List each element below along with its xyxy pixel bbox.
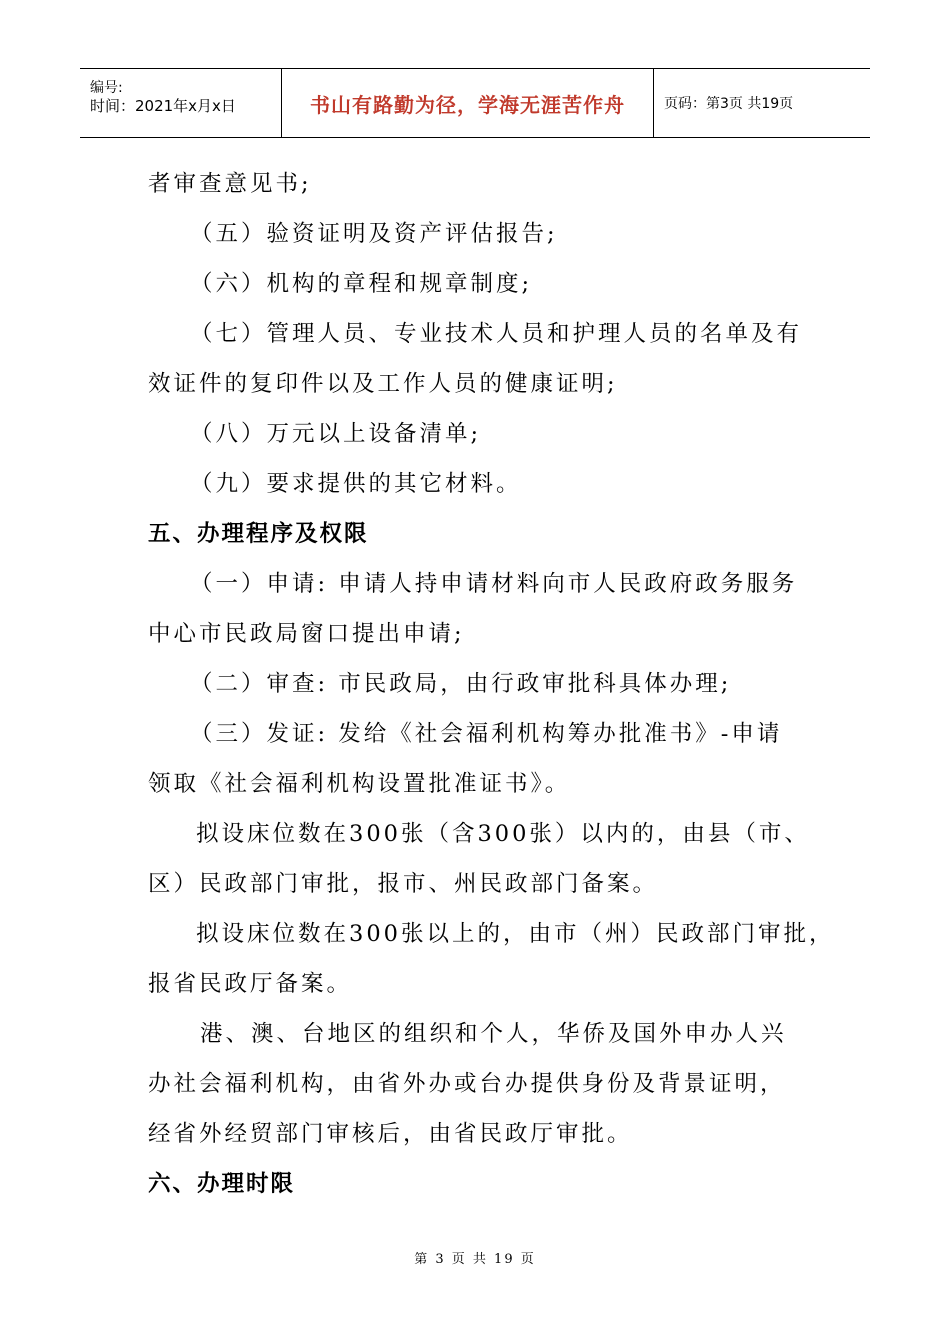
list-item: （八）万元以上设备清单; (190, 421, 482, 447)
list-item: （九）要求提供的其它材料。 (190, 471, 522, 497)
paragraph-line: 拟设床位数在300张以上的，由市（州）民政部门审批， (196, 921, 835, 947)
list-item: （五）验资证明及资产评估报告; (190, 221, 558, 247)
body-line: 领取《社会福利机构设置批准证书》。 (148, 771, 571, 797)
document-time-label: 时间：2021年x月x日 (90, 97, 236, 115)
page-footer: 第 3 页 共 19 页 (414, 1252, 536, 1267)
document-number-label: 编号: (90, 80, 123, 96)
list-item: （六）机构的章程和规章制度; (190, 271, 533, 297)
body-line: 中心市民政局窗口提出申请; (148, 621, 465, 647)
list-item: （七）管理人员、专业技术人员和护理人员的名单及有 (190, 321, 803, 347)
body-line: 区）民政部门审批，报市、州民政部门备案。 (148, 871, 659, 897)
body-line: 办社会福利机构，由省外办或台办提供身份及背景证明， (148, 1071, 786, 1097)
body-line: 报省民政厅备案。 (148, 971, 353, 997)
header-motto-cell (282, 69, 654, 137)
section-heading: 六、办理时限 (148, 1171, 296, 1197)
body-line: 效证件的复印件以及工作人员的健康证明; (148, 371, 618, 397)
section-heading: 五、办理程序及权限 (148, 521, 369, 547)
header-page-cell (654, 69, 870, 137)
page-header (80, 68, 870, 138)
body-line: 者审查意见书; (148, 171, 312, 197)
list-item: （三）发证: 发给《社会福利机构筹办批准书》-申请 (190, 721, 783, 747)
header-info-cell (80, 69, 282, 137)
paragraph-line: 拟设床位数在300张（含300张）以内的，由县（市、 (196, 821, 810, 847)
header-page-info: 页码：第3页 共19页 (664, 96, 794, 112)
body-line: 经省外经贸部门审核后，由省民政厅审批。 (148, 1121, 633, 1147)
header-motto: 书山有路勤为径，学海无涯苦作舟 (310, 92, 625, 117)
list-item: （二）审查: 市民政局，由行政审批科具体办理; (190, 671, 732, 697)
paragraph-line: 港、澳、台地区的组织和个人，华侨及国外申办人兴 (200, 1021, 787, 1047)
list-item: （一）申请: 申请人持申请材料向市人民政府政务服务 (190, 571, 798, 597)
